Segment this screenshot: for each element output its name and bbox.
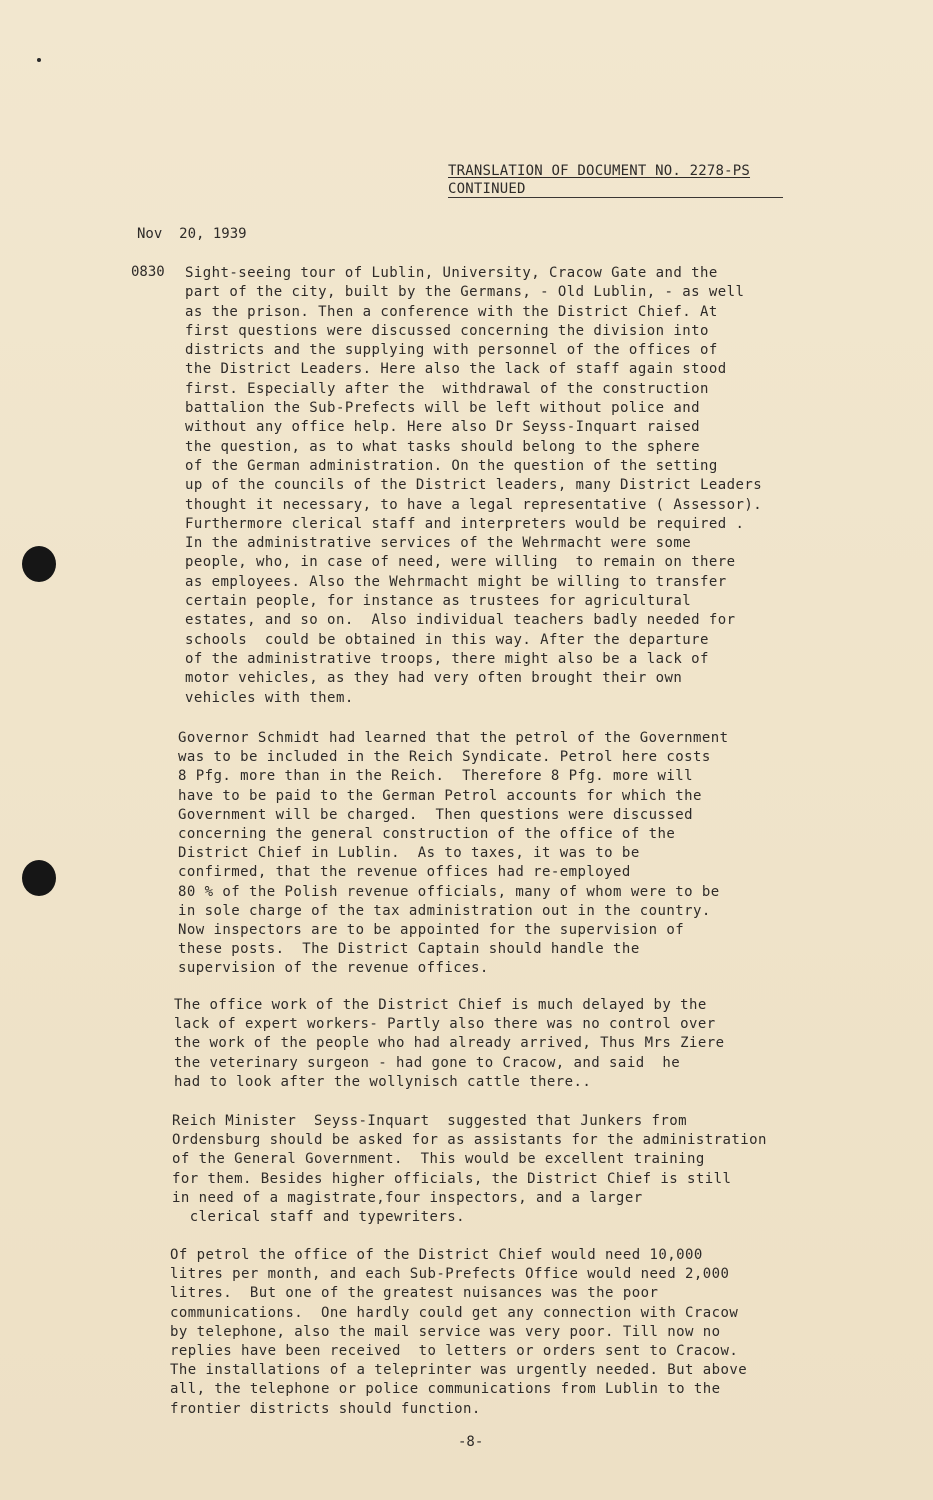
text-line: part of the city, built by the Germans, - Old Lublin, - as well bbox=[185, 284, 745, 301]
text-line: in sole charge of the tax administration out in the country. bbox=[178, 902, 711, 919]
text-line: these posts. The District Captain should handle the bbox=[178, 941, 640, 958]
text-line: was to be included in the Reich Syndicate. Petrol here costs bbox=[178, 749, 711, 766]
text-line: litres per month, and each Sub-Prefects Office would need 2,000 bbox=[170, 1266, 730, 1283]
text-line: the veterinary surgeon - had gone to Cracow, and said he bbox=[174, 1054, 681, 1071]
header-title: TRANSLATION OF DOCUMENT NO. 2278-PS bbox=[448, 163, 751, 179]
text-line: In the administrative services of the Wehrmacht were some bbox=[185, 535, 692, 552]
text-line: The office work of the District Chief is much delayed by the bbox=[174, 997, 707, 1013]
text-line: Of petrol the office of the District Chief would need 10,000 bbox=[170, 1247, 703, 1263]
punch-hole-upper bbox=[22, 546, 56, 582]
text-line: districts and the supplying with personnel of the offices of bbox=[185, 342, 718, 359]
text-line: first questions were discussed concerning the division into bbox=[185, 322, 709, 339]
text-line: vehicles with them. bbox=[185, 689, 354, 706]
text-line: clerical staff and typewriters. bbox=[172, 1209, 465, 1226]
text-line: as employees. Also the Wehrmacht might be willing to transfer bbox=[185, 573, 727, 590]
text-line: without any office help. Here also Dr Seyss-Inquart raised bbox=[185, 419, 700, 436]
text-line: for them. Besides higher officials, the District Chief is still bbox=[172, 1170, 732, 1187]
text-line: 8 Pfg. more than in the Reich. Therefore 8 Pfg. more will bbox=[178, 768, 693, 785]
paragraph-junkers bbox=[172, 1112, 812, 1227]
text-line: the question, as to what tasks should belong to the sphere bbox=[185, 438, 700, 455]
text-line: replies have been received to letters or orders sent to Cracow. bbox=[170, 1343, 739, 1360]
text-line: concerning the general construction of the office of the bbox=[178, 826, 676, 843]
text-line: of the General Government. This would be excellent training bbox=[172, 1151, 705, 1168]
paragraph-tour bbox=[185, 264, 825, 708]
text-line: by telephone, also the mail service was very poor. Till now no bbox=[170, 1323, 721, 1340]
text-line: had to look after the wollynisch cattle there.. bbox=[174, 1073, 592, 1090]
text-line: communications. One hardly could get any connection with Cracow bbox=[170, 1304, 739, 1321]
text-line: all, the telephone or police communications from Lublin to the bbox=[170, 1381, 721, 1398]
text-line: litres. But one of the greatest nuisances was the poor bbox=[170, 1285, 659, 1302]
text-line: schools could be obtained in this way. After the departure bbox=[185, 631, 709, 648]
paragraph-petrol-taxes bbox=[178, 729, 818, 979]
header-continued: CONTINUED bbox=[448, 181, 526, 197]
text-line: certain people, for instance as trustees for agricultural bbox=[185, 593, 692, 610]
text-line: lack of expert workers- Partly also there was no control over bbox=[174, 1016, 716, 1033]
entry-date: Nov 20, 1939 bbox=[137, 226, 247, 242]
paragraph-office-work bbox=[174, 996, 814, 1092]
text-line: Furthermore clerical staff and interpreters would be required . bbox=[185, 515, 745, 532]
text-line: motor vehicles, as they had very often brought their own bbox=[185, 670, 683, 687]
text-line: Sight-seeing tour of Lublin, University, Cracow Gate and the bbox=[185, 265, 718, 281]
paragraph-communications bbox=[170, 1246, 810, 1419]
text-line: Reich Minister Seyss-Inquart suggested that Junkers from bbox=[172, 1113, 687, 1129]
text-line: frontier districts should function. bbox=[170, 1400, 481, 1417]
text-line: battalion the Sub-Prefects will be left without police and bbox=[185, 400, 700, 417]
text-line: 80 % of the Polish revenue officials, many of whom were to be bbox=[178, 883, 720, 900]
ink-speck bbox=[37, 58, 41, 62]
text-line: District Chief in Lublin. As to taxes, it was to be bbox=[178, 845, 640, 862]
text-line: as the prison. Then a conference with the District Chief. At bbox=[185, 303, 718, 320]
text-line: of the administrative troops, there might also be a lack of bbox=[185, 650, 709, 667]
text-line: have to be paid to the German Petrol accounts for which the bbox=[178, 787, 702, 804]
text-line: confirmed, that the revenue offices had re-employed bbox=[178, 864, 631, 881]
text-line: up of the councils of the District leaders, many District Leaders bbox=[185, 477, 763, 494]
text-line: Ordensburg should be asked for as assistants for the administration bbox=[172, 1132, 767, 1149]
entry-time: 0830 bbox=[131, 264, 165, 280]
punch-hole-lower bbox=[22, 860, 56, 896]
text-line: the District Leaders. Here also the lack of staff again stood bbox=[185, 361, 727, 378]
text-line: first. Especially after the withdrawal of the construction bbox=[185, 380, 709, 397]
text-line: the work of the people who had already arrived, Thus Mrs Ziere bbox=[174, 1035, 725, 1052]
text-line: Government will be charged. Then questions were discussed bbox=[178, 806, 693, 823]
text-line: in need of a magistrate,four inspectors, and a larger bbox=[172, 1189, 643, 1206]
page-number: -8- bbox=[458, 1434, 484, 1450]
text-line: thought it necessary, to have a legal representative ( Assessor). bbox=[185, 496, 763, 513]
translation-header bbox=[448, 162, 788, 198]
text-line: Now inspectors are to be appointed for the supervision of bbox=[178, 922, 685, 939]
text-line: of the German administration. On the question of the setting bbox=[185, 457, 718, 474]
text-line: supervision of the revenue offices. bbox=[178, 960, 489, 977]
header-rule bbox=[448, 197, 783, 198]
text-line: people, who, in case of need, were willing to remain on there bbox=[185, 554, 736, 571]
text-line: Governor Schmidt had learned that the petrol of the Government bbox=[178, 730, 729, 746]
text-line: The installations of a teleprinter was urgently needed. But above bbox=[170, 1362, 748, 1379]
text-line: estates, and so on. Also individual teachers badly needed for bbox=[185, 612, 736, 629]
